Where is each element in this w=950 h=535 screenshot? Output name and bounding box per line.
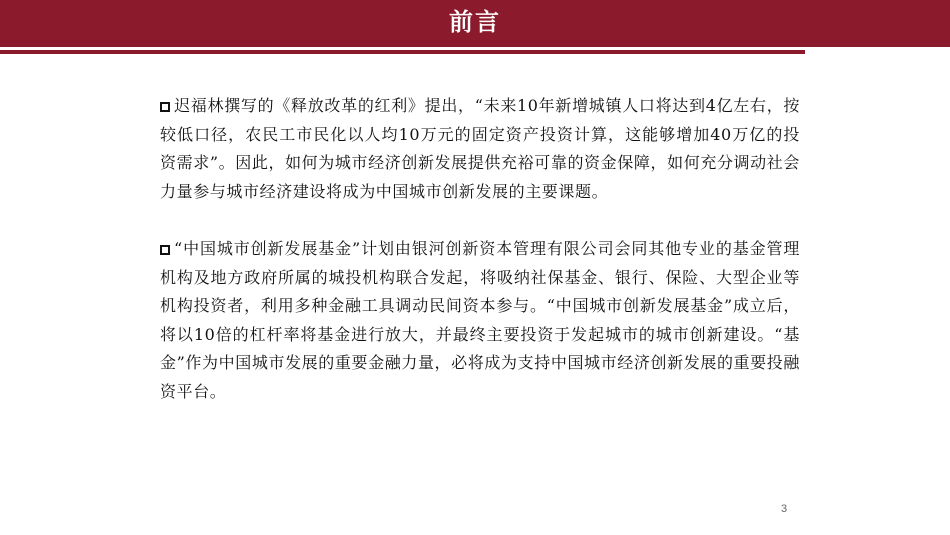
page-title: 前言 xyxy=(449,8,501,36)
paragraph-1 xyxy=(160,92,800,206)
square-bullet-icon xyxy=(160,245,170,255)
paragraph-2-text: “中国城市创新发展基金”计划由银河创新资本管理有限公司会同其他专业的基金管理机构及地方政府所属的城投机构联合发起，将吸纳社保基金、银行、保险、大型企业等机构投资者，利用多种金融工具调动民间资本参与。“中国城市创新发展基金”成立后，将以10倍的杠杆率将基金进行放大，并最终主要投资于发起城市的城市创新建设。“基金”作为中国城市发展的重要金融力量，必将成为支持中国城市经济创新发展的重要投融资平台。 xyxy=(160,239,800,401)
header-divider xyxy=(0,50,805,54)
page-number: 3 xyxy=(781,503,788,515)
paragraph-2 xyxy=(160,235,800,406)
square-bullet-icon xyxy=(160,102,170,112)
paragraph-1-text: 迟福林撰写的《释放改革的红利》提出，“未来10年新增城镇人口将达到4亿左右，按较低口径，农民工市民化以人均10万元的固定资产投资计算，这能够增加40万亿的投资需求”。因此，如何为城市经济创新发展提供充裕可靠的资金保障，如何充分调动社会力量参与城市经济建设将成为中国城市创新发展的主要课题。 xyxy=(160,96,800,201)
main-content xyxy=(160,92,800,406)
